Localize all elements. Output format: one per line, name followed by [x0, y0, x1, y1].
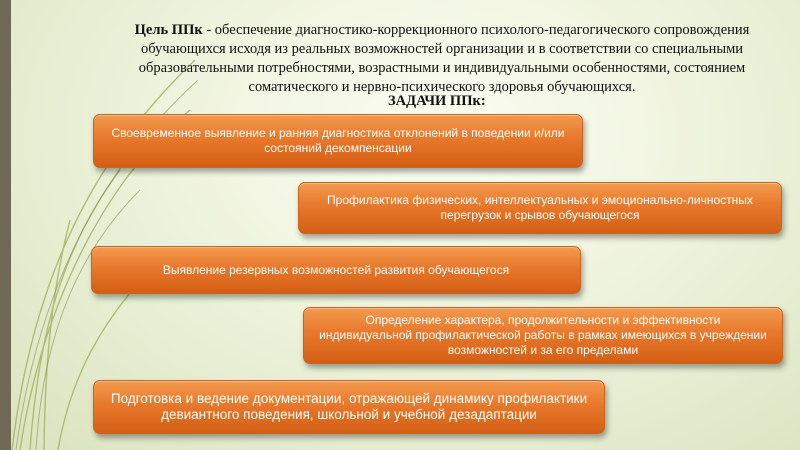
task-text-3: Выявление резервных возможностей развития обучающегося — [162, 262, 510, 277]
goal-lead: Цель ППк — [134, 22, 203, 38]
task-box-4 — [303, 307, 783, 364]
task-box-3 — [91, 246, 581, 294]
task-text-4: Определение характера, продолжительности и эффективности индивидуальной профилактической работы в рамках имеющихся в учреждении возможностей и за его пределами — [319, 313, 767, 357]
task-text-1: Своевременное выявление и ранняя диагностика отклонений в поведении и/или состояний декомпенсации — [111, 126, 565, 155]
task-box-2 — [298, 182, 782, 234]
goal-text: - обеспечение диагностико-коррекционного психолого-педагогического сопровождения обучающихся исходя из реальных возможностей организации и в соответствии со специальными образовательными потребностями, возрастными и индивидуальными особенностями, состоянием соматического и нервно-психического здоровья обучающихся. — [138, 22, 750, 95]
task-text-2: Профилактика физических, интеллектуальных и эмоционально-личностных перегрузок и срывов обучающегося — [327, 193, 753, 222]
task-box-5 — [93, 380, 605, 434]
goal-paragraph — [112, 21, 772, 97]
task-box-1 — [93, 114, 583, 168]
tasks-title: ЗАДАЧИ ППк: — [388, 93, 486, 109]
task-text-5: Подготовка и ведение документации, отражающей динамику профилактики девиантного поведения, школьной и учебной дезадаптации — [110, 391, 588, 422]
